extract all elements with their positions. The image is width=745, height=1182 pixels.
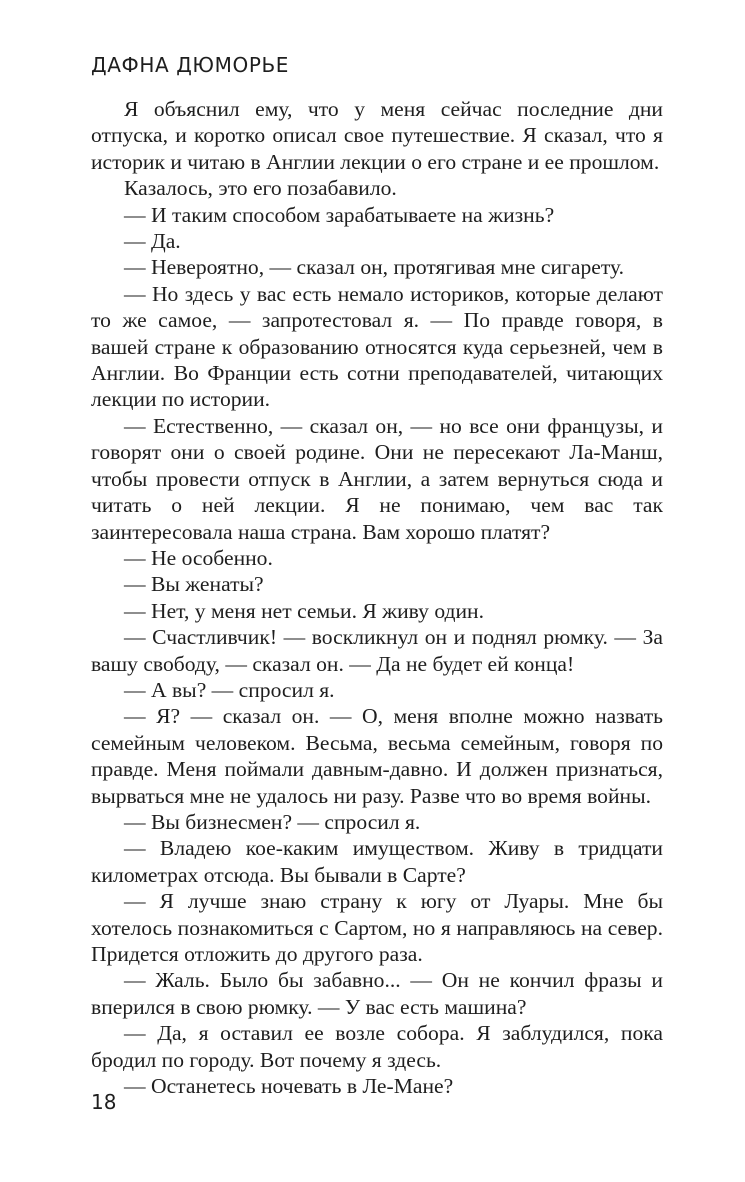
paragraph: Казалось, это его позабавило. <box>124 176 397 201</box>
running-head-author: ДАФНА ДЮМОРЬЕ <box>91 53 290 77</box>
paragraph: — Владею кое-каким имуществом. Живу в тридцати километрах отсюда. Вы бывали в Сарте? <box>91 836 663 887</box>
body-text <box>91 96 663 1099</box>
paragraph: — Я лучше знаю страну к югу от Луары. Мне бы хотелось познакомиться с Сартом, но я направляюсь на север. Придется отложить до другого раза. <box>91 889 663 966</box>
paragraph: Я объяснил ему, что у меня сейчас последние дни отпуска, и коротко описал свое путешествие. Я сказал, что я историк и читаю в Англии лекции о его стране и ее прошлом. <box>91 97 663 174</box>
paragraph: — Невероятно, — сказал он, протягивая мне сигарету. <box>124 255 625 280</box>
paragraph: — Но здесь у вас есть немало историков, которые делают то же самое, — запротестовал я. — По правде говоря, в вашей стране к образованию относятся куда серьезней, чем в Англии. Во Франции есть сотни преподавателей, читающих лекции по истории. <box>91 281 663 412</box>
page-number: 18 <box>91 1090 117 1114</box>
paragraph: — Не особенно. <box>124 545 273 570</box>
paragraph: — Я? — сказал он. — О, меня вполне можно назвать семейным человеком. Весьма, весьма семейным, говоря по правде. Меня поймали давным-давно. И должен признаться, вырваться мне не удалось ни разу. Разве что во время войны. <box>91 704 663 808</box>
paragraph: — И таким способом зарабатываете на жизнь? <box>124 202 555 227</box>
paragraph: — Да. <box>124 229 181 254</box>
paragraph: — Вы бизнесмен? — спросил я. <box>124 809 421 834</box>
paragraph: — Жаль. Было бы забавно... — Он не кончил фразы и вперился в свою рюмку. — У вас есть машина? <box>91 968 663 1019</box>
paragraph: — А вы? — спросил я. <box>124 677 335 702</box>
paragraph: — Да, я оставил ее возле собора. Я заблудился, пока бродил по городу. Вот почему я здесь. <box>91 1021 663 1072</box>
paragraph: — Счастливчик! — воскликнул он и поднял рюмку. — За вашу свободу, — сказал он. — Да не будет ей конца! <box>91 625 663 676</box>
paragraph: — Нет, у меня нет семьи. Я живу один. <box>124 598 484 623</box>
paragraph: — Останетесь ночевать в Ле-Мане? <box>124 1074 454 1099</box>
paragraph: — Вы женаты? <box>124 572 264 597</box>
paragraph: — Естественно, — сказал он, — но все они французы, и говорят они о своей родине. Они не пересекают Ла-Манш, чтобы провести отпуск в Англии, а затем вернуться сюда и читать о ней лекции. Я не понимаю, чем вас так заинтересовала наша страна. Вам хорошо платят? <box>91 413 663 544</box>
